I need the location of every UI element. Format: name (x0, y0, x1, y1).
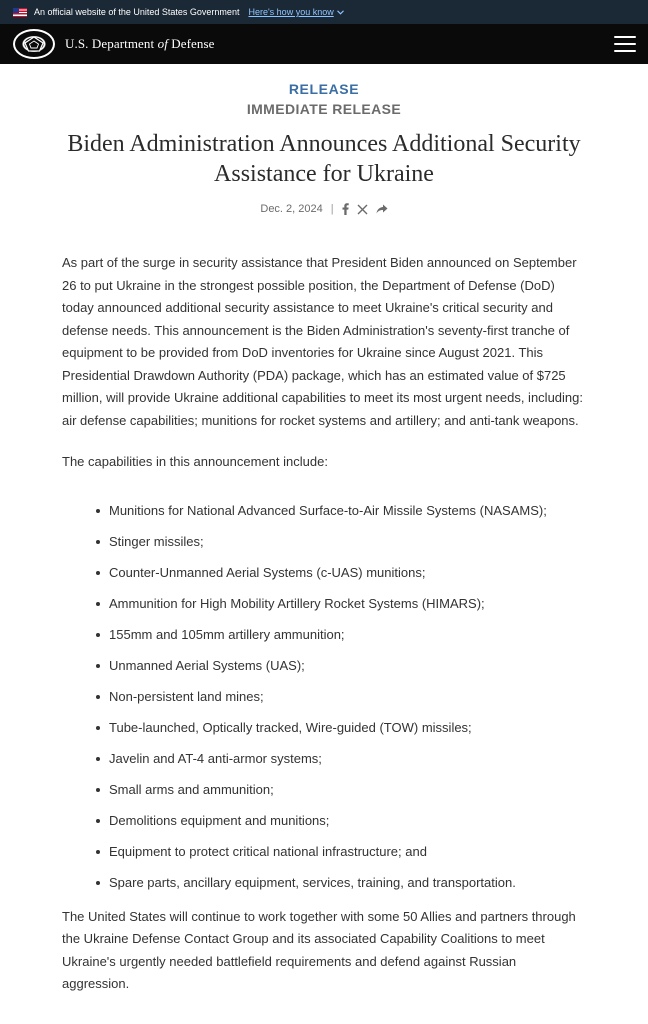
category-label[interactable]: RELEASE (288, 81, 360, 97)
article-title: Biden Administration Announces Additional Security Assistance for Ukraine (67, 131, 581, 187)
list-item: Munitions for National Advanced Surface-to-Air Missile Systems (NASAMS); (96, 501, 586, 521)
list-item: Counter-Unmanned Aerial Systems (c-UAS) munitions; (96, 563, 586, 583)
list-item: Unmanned Aerial Systems (UAS); (96, 656, 586, 676)
hamburger-menu-icon[interactable] (614, 36, 636, 52)
official-website-text: An official website of the United States Government (34, 7, 240, 17)
publish-date: Dec. 2, 2024 (260, 203, 323, 215)
list-item: Non-persistent land mines; (96, 687, 586, 707)
release-type-label: IMMEDIATE RELEASE (246, 101, 402, 117)
meta-separator: | (330, 203, 334, 215)
list-item: Equipment to protect critical national infrastructure; and (96, 842, 586, 862)
site-name-of: of (157, 36, 168, 51)
list-item: Spare parts, ancillary equipment, services, training, and transportation. (96, 873, 586, 893)
facebook-icon[interactable] (342, 203, 349, 215)
share-icon[interactable] (376, 204, 388, 214)
list-item: Tube-launched, Optically tracked, Wire-guided (TOW) missiles; (96, 718, 586, 738)
body-paragraph-1: As part of the surge in security assistance that President Biden announced on September 26 to put Ukraine in the strongest possible position, the Department of Defense (DoD) today announced additional security assistance to meet Ukraine's critical security and defense needs. This announcement is the Biden Administration's seventy-first tranche of equipment to be provided from DoD inventories for Ukraine since August 2021. This Presidential Drawdown Authority (PDA) package, which has an estimated value of $725 million, will provide Ukraine additional capabilities to meet its most urgent needs, including: air defense capabilities; munitions for rocket systems and artillery; and anti-tank weapons. (62, 255, 583, 428)
body-paragraph-2: The capabilities in this announcement include: (62, 454, 328, 469)
site-name-prefix: U.S. Department (65, 36, 158, 51)
site-name[interactable] (65, 36, 215, 52)
article (0, 81, 648, 996)
body-paragraph-3: The United States will continue to work together with some 50 Allies and partners through the Ukraine Defense Contact Group and its associated Capability Coalitions to meet Ukraine's urgently needed battlefield requirements and defend against Russian aggression. (62, 908, 576, 991)
list-item: Demolitions equipment and munitions; (96, 811, 586, 831)
site-header (0, 24, 648, 64)
list-item: Small arms and ammunition; (96, 780, 586, 800)
gov-banner (0, 0, 648, 24)
list-item: Ammunition for High Mobility Artillery Rocket Systems (HIMARS); (96, 594, 586, 614)
article-meta (62, 203, 586, 215)
capabilities-list (62, 501, 586, 893)
how-you-know-label[interactable]: Here's how you know (248, 7, 334, 17)
pentagon-icon (24, 36, 44, 52)
x-icon[interactable] (357, 204, 368, 215)
us-flag-icon (13, 8, 27, 17)
list-item: 155mm and 105mm artillery ammunition; (96, 625, 586, 645)
list-item: Stinger missiles; (96, 532, 586, 552)
list-item: Javelin and AT-4 anti-armor systems; (96, 749, 586, 769)
dod-seal-logo[interactable] (13, 29, 55, 59)
site-name-suffix: Defense (167, 36, 215, 51)
chevron-down-icon (337, 10, 344, 15)
how-you-know-link[interactable] (248, 7, 343, 17)
